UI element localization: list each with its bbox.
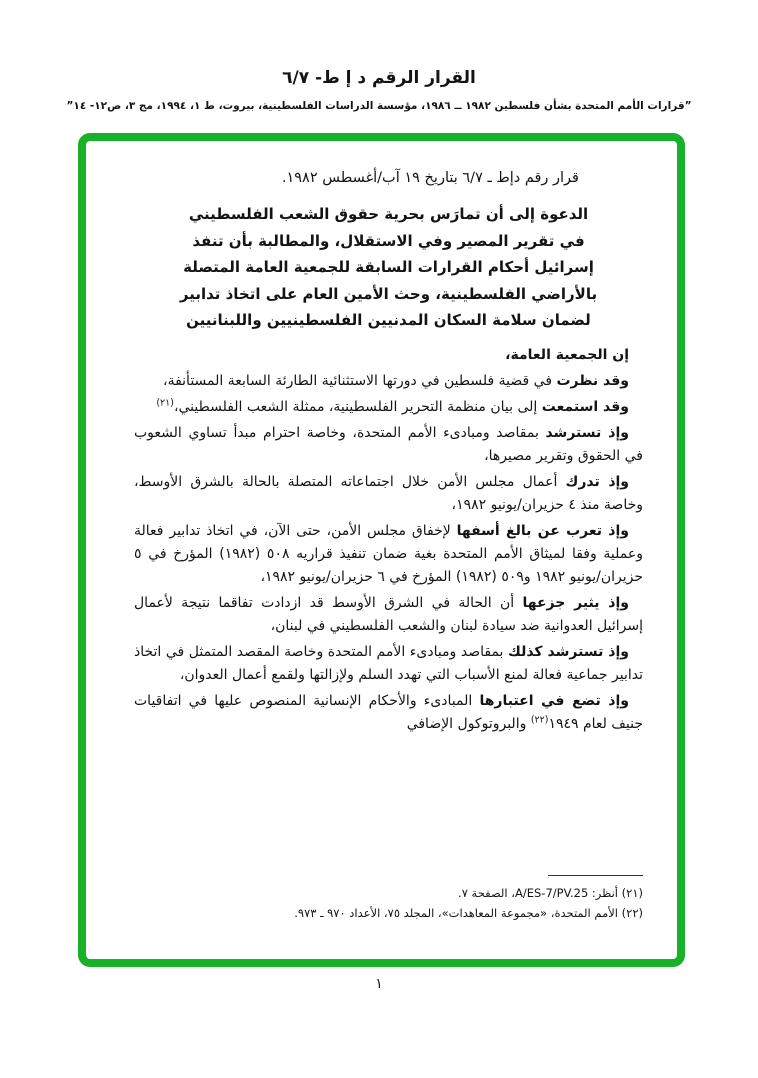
paragraph-text: بمقاصد ومبادىء الأمم المتحدة وخاصة المقصد المتمثل في اتخاذ تدابير جماعية فعالة لمنع الأسباب التي تهدد السلم ولإزالتها ولقمع أعمال العدوان، (134, 643, 643, 683)
paragraph-lead: وإذ تسترشد (545, 424, 629, 441)
paragraph-text: إلى بيان منظمة التحرير الفلسطينية، ممثلة الشعب الفلسطيني، (173, 398, 542, 415)
preamble-paragraph (134, 396, 643, 419)
footnote-22 (134, 903, 643, 923)
page-number: ١ (375, 976, 383, 992)
document-header-title: القرار الرقم د إ ط- ٦/٧ (282, 68, 476, 88)
footnote-21 (134, 883, 643, 903)
footnote-marker: (٢٢) (621, 906, 643, 920)
footnote-ref-22: (٢٢) (530, 713, 549, 725)
subject-line: الدعوة إلى أن تمارَس بحرية حقوق الشعب الفلسطيني (188, 205, 589, 223)
paragraph-lead: وإذ يثير جزعها (522, 594, 629, 611)
paragraph-text: المبادىء والأحكام الإنسانية المنصوص عليها في اتفاقيات جنيف لعام ١٩٤٩ (134, 692, 643, 732)
opening-line: إن الجمعية العامة، (505, 346, 629, 363)
paragraph-lead: وإذ تعرب عن بالغ أسفها (456, 522, 629, 539)
paragraph-lead: وقد نظرت (556, 372, 629, 389)
paragraph-text: في قضية فلسطين في دورتها الاستثنائية الطارئة السابعة المستأنفة، (163, 372, 557, 389)
subject-line: بالأراضي الفلسطينية، وحث الأمين العام على اتخاذ تدابير (179, 284, 598, 303)
green-frame (78, 133, 685, 967)
preamble-paragraph (134, 690, 643, 736)
paragraph-text-after: والبروتوكول الإضافي (406, 715, 531, 732)
footnote-ref-21: (٢١) (156, 396, 174, 408)
paragraph-lead: وإذ تدرك (565, 473, 630, 490)
preamble-paragraph (134, 370, 643, 393)
footnote-separator (548, 875, 643, 876)
paragraph-text: لإخفاق مجلس الأمن، حتى الآن، في اتخاذ تدابير فعالة وعملية وفقا لميثاق الأمم المتحدة بغية ضمان تنفيذ قراريه ٥٠٨ (١٩٨٢) المؤرخ في ٥ حزيران/يونيو ١٩٨٢ و٥٠٩ (١٩٨٢) المؤرخ في ٦ حزيران/يونيو ١٩٨٢، (134, 522, 643, 585)
preamble-paragraph (134, 592, 643, 638)
subject-line: لضمان سلامة السكان المدنيين الفلسطينيين واللبنانيين (186, 311, 591, 329)
preamble-paragraph (134, 471, 643, 517)
paragraph-text: أعمال مجلس الأمن خلال اجتماعاته المتصلة بالحالة بالشرق الأوسط، وخاصة منذ ٤ حزيران/يونيو ١٩٨٢، (134, 473, 643, 513)
subject-line: في تقرير المصير وفي الاستقلال، والمطالبة بأن تنفذ (192, 231, 585, 250)
resolution-subject-block (158, 201, 619, 334)
footnote-text: أنظر: A/ES-7/PV.25، الصفحة ٧. (458, 886, 618, 900)
paragraph-lead: وإذ تسترشد كذلك (508, 643, 629, 660)
paragraph-lead: وقد استمعت (541, 398, 629, 415)
preamble-paragraph (134, 422, 643, 468)
subject-line: إسرائيل أحكام القرارات السابقة للجمعية العامة المتصلة (183, 258, 594, 276)
footnote-text: الأمم المتحدة، «مجموعة المعاهدات»، المجلد ٧٥، الأعداد ٩٧٠ ـ ٩٧٣. (294, 906, 618, 920)
resolution-heading: قرار رقم دإط ـ ٦/٧ بتاريخ ١٩ آب/أغسطس ١٩٨٢. (281, 170, 579, 186)
paragraph-text: أن الحالة في الشرق الأوسط قد ازدادت تفاقما نتيجة لأعمال إسرائيل العدوانية ضد سيادة لبنان والشعب الفلسطيني في لبنان، (134, 594, 643, 634)
preamble-paragraph (134, 641, 643, 687)
paragraph-lead: وإذ تضع في اعتبارها (479, 692, 629, 709)
footnotes-block (134, 875, 643, 923)
document-header-citation: ”قرارات الأمم المتحدة بشأن فلسطين ١٩٨٢ ــ ١٩٨٦، مؤسسة الدراسات الفلسطينية، بيروت، ط ١، ١٩٩٤، مج ٣، ص١٢- ١٤” (66, 100, 692, 112)
footnote-marker: (٢١) (621, 886, 643, 900)
paragraph-text: بمقاصد ومبادىء الأمم المتحدة، وخاصة احترام مبدأ تساوي الشعوب في الحقوق وتقرير مصيرها، (134, 424, 643, 464)
preamble-paragraph (134, 520, 643, 589)
